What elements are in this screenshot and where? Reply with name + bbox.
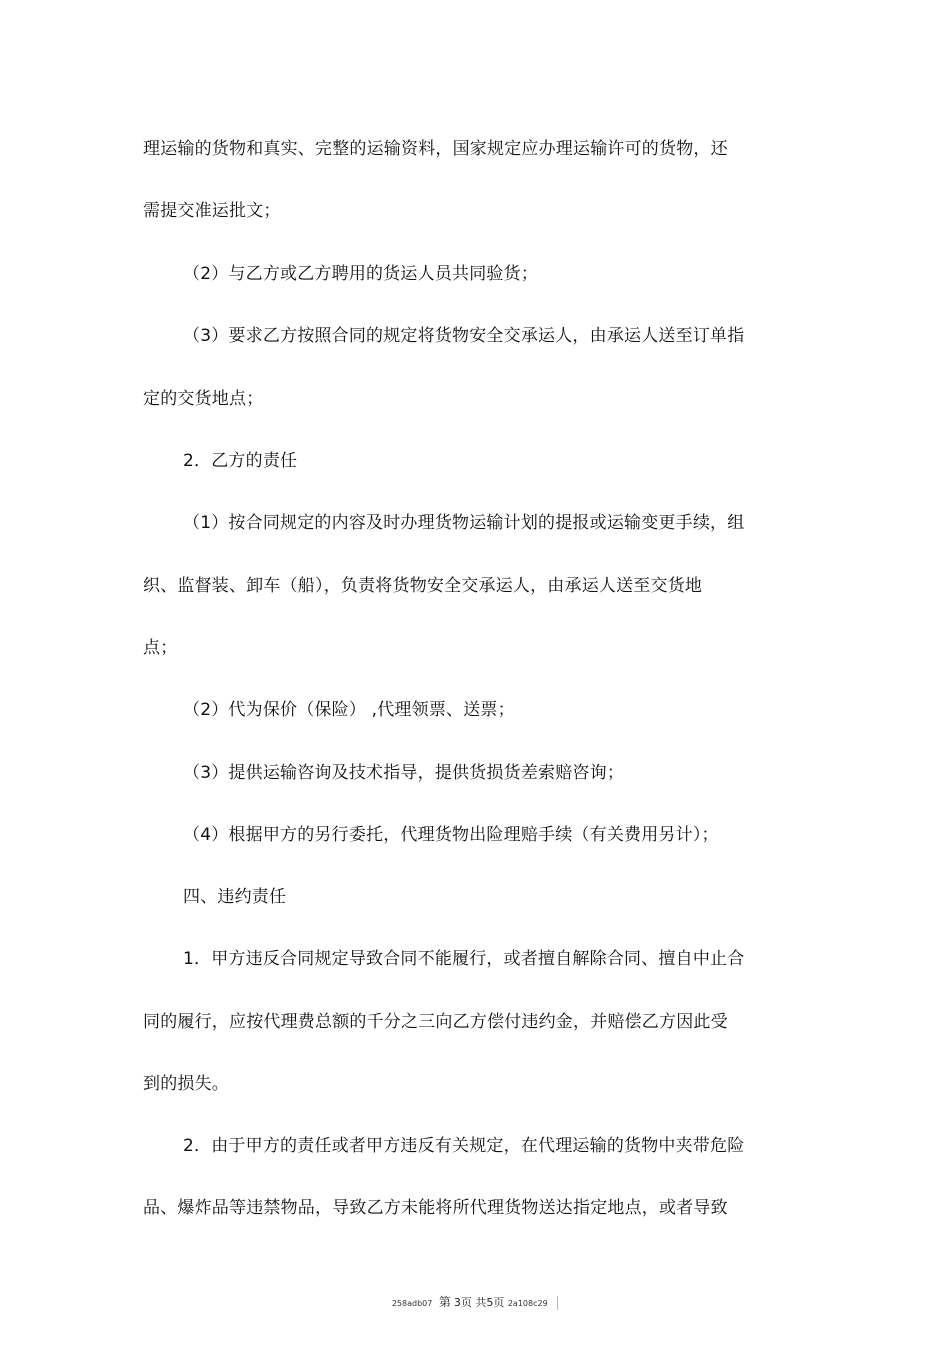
- body-line: （3）提供运输咨询及技术指导，提供货损货差索赔咨询；: [183, 763, 625, 783]
- page-total: 5: [486, 1296, 494, 1309]
- body-line: （1）按合同规定的内容及时办理货物运输计划的提报或运输变更手续，组: [183, 513, 745, 533]
- body-line: 2．由于甲方的责任或者甲方违反有关规定，在代理运输的货物中夹带危险: [183, 1136, 745, 1156]
- body-line: （2）与乙方或乙方聘用的货运人员共同验货；: [183, 264, 539, 284]
- page-footer: [0, 1293, 950, 1310]
- footer-code-right: 2a108c29: [507, 1299, 548, 1308]
- footer-divider: [557, 1296, 558, 1310]
- body-line: 1．甲方违反合同规定导致合同不能履行，或者擅自解除合同、擅自中止合: [183, 949, 745, 969]
- body-line: 点；: [143, 638, 178, 658]
- body-line: 理运输的货物和真实、完整的运输资料，国家规定应办理运输许可的货物，还: [143, 139, 728, 159]
- page-current: 3: [453, 1296, 461, 1309]
- body-line: 定的交货地点；: [143, 389, 264, 409]
- body-line: （3）要求乙方按照合同的规定将货物安全交承运人，由承运人送至订单指: [183, 326, 745, 346]
- body-line: 同的履行，应按代理费总额的千分之三向乙方偿付违约金，并赔偿乙方因此受: [143, 1012, 728, 1032]
- page-label-suffix: 页: [493, 1296, 505, 1309]
- body-line: 品、爆炸品等违禁物品，导致乙方未能将所代理货物送达指定地点，或者导致: [143, 1198, 728, 1218]
- page-label-mid: 页 共: [460, 1296, 487, 1309]
- body-line: （2）代为保价（保险） ,代理领票、送票；: [183, 700, 515, 720]
- body-line: （4）根据甲方的另行委托，代理货物出险理赔手续（有关费用另计）；: [183, 825, 719, 845]
- section-heading: 2．乙方的责任: [183, 451, 298, 471]
- page-label-prefix: 第: [438, 1295, 451, 1309]
- body-line: 织、监督装、卸车（船），负责将货物安全交承运人，由承运人送至交货地: [143, 576, 703, 596]
- section-heading: 四、违约责任: [183, 887, 287, 907]
- footer-code-left: 258adb07: [391, 1299, 433, 1308]
- body-line: 需提交准运批文；: [143, 201, 281, 221]
- body-line: 到的损失。: [143, 1074, 229, 1094]
